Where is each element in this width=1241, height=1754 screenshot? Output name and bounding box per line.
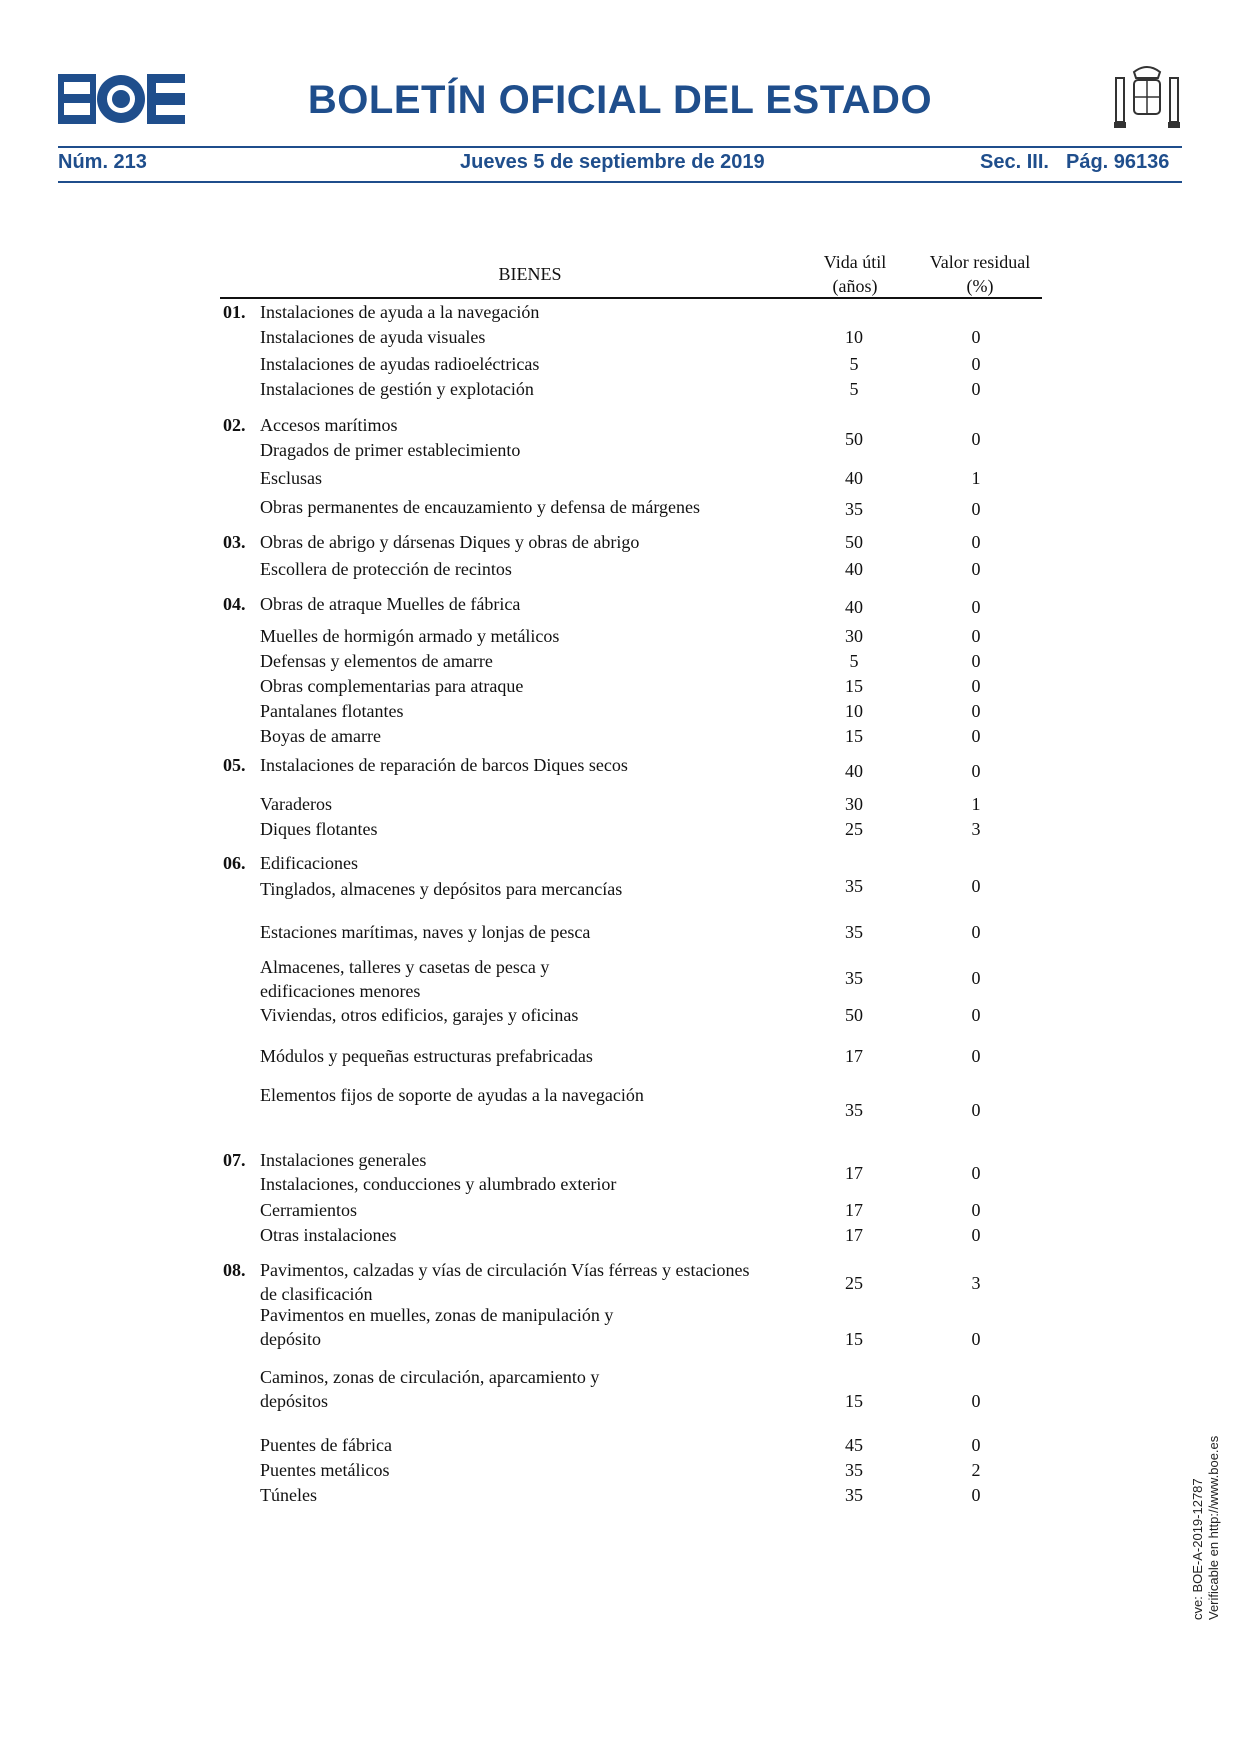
valor-value: 0 (971, 626, 981, 646)
verification-note (1190, 1436, 1222, 1620)
vida-value: 25 (845, 819, 863, 839)
section-label: Sec. III. (980, 151, 1049, 173)
vida-value: 15 (845, 676, 863, 696)
category-number: 06. (223, 853, 246, 873)
row-text: Otras instalaciones (260, 1225, 397, 1245)
category-number: 03. (223, 532, 246, 552)
row-text: Caminos, zonas de circulación, aparcamiento y (260, 1367, 600, 1387)
row-text: Pavimentos en muelles, zonas de manipulación y (260, 1305, 614, 1325)
valor-value: 0 (971, 532, 981, 552)
category-title: Edificaciones (260, 853, 358, 873)
vida-value: 17 (845, 1163, 863, 1183)
valor-value: 0 (971, 676, 981, 696)
vida-value: 15 (845, 726, 863, 746)
valor-value: 1 (971, 794, 981, 814)
page-title: BOLETÍN OFICIAL DEL ESTADO (307, 78, 933, 122)
valor-value: 0 (971, 761, 981, 781)
valor-value: 0 (971, 651, 981, 671)
row-text: Módulos y pequeñas estructuras prefabricadas (260, 1046, 593, 1066)
row-text: Puentes metálicos (260, 1460, 390, 1480)
valor-value: 0 (971, 429, 981, 449)
valor-value: 0 (971, 922, 981, 942)
row-text: Instalaciones de ayudas radioeléctricas (260, 354, 540, 374)
category-title: Pavimentos, calzadas y vías de circulación Vías férreas y estaciones (260, 1260, 750, 1280)
row-text: depósitos (260, 1391, 329, 1411)
category-number: 04. (223, 594, 246, 614)
vida-value: 40 (845, 468, 863, 488)
vida-value: 35 (845, 968, 863, 988)
vida-value: 50 (845, 532, 863, 552)
page-number: Pág. 96136 (1066, 151, 1170, 173)
row-text: Puentes de fábrica (260, 1435, 392, 1455)
row-text: Pantalanes flotantes (260, 701, 404, 721)
category-title: Instalaciones de ayuda a la navegación (260, 302, 540, 322)
vida-value: 10 (845, 701, 863, 721)
row-text: edificaciones menores (260, 981, 421, 1001)
row-text: Elementos fijos de soporte de ayudas a la navegación (260, 1085, 644, 1105)
valor-value: 0 (971, 1046, 981, 1066)
valor-value: 0 (971, 726, 981, 746)
row-text: Tinglados, almacenes y depósitos para mercancías (260, 879, 623, 899)
valor-value: 1 (971, 468, 981, 488)
category-number: 02. (223, 415, 246, 435)
column-header-vida (800, 250, 910, 298)
category-title: Accesos marítimos (260, 415, 398, 435)
valor-value: 0 (971, 1391, 981, 1411)
category-title: Instalaciones generales (260, 1150, 427, 1170)
row-text: Esclusas (260, 468, 322, 488)
valor-value: 0 (971, 1435, 981, 1455)
valor-value: 0 (971, 559, 981, 579)
valor-value: 0 (971, 968, 981, 988)
vida-value: 35 (845, 1100, 863, 1120)
vida-value: 17 (845, 1225, 863, 1245)
vida-value: 40 (845, 559, 863, 579)
vida-value: 15 (845, 1391, 863, 1411)
vida-value: 50 (845, 1005, 863, 1025)
verification-url[interactable]: Verificable en http://www.boe.es (1206, 1435, 1221, 1620)
vida-value: 40 (845, 761, 863, 781)
valor-value: 3 (971, 1273, 981, 1293)
valor-value: 0 (971, 1163, 981, 1183)
column-header-bienes: BIENES (498, 264, 562, 284)
issue-number: Núm. 213 (58, 151, 147, 173)
vida-value: 15 (845, 1329, 863, 1349)
valor-value: 0 (971, 1005, 981, 1025)
row-text: Varaderos (260, 794, 332, 814)
header-rule-bottom (58, 181, 1182, 183)
vida-value: 30 (845, 626, 863, 646)
issue-date: Jueves 5 de septiembre de 2019 (460, 151, 765, 173)
row-text: Instalaciones de ayuda visuales (260, 327, 486, 347)
vida-value: 35 (845, 499, 863, 519)
vida-value: 10 (845, 327, 863, 347)
vida-value: 5 (849, 379, 859, 399)
row-text: Túneles (260, 1485, 317, 1505)
vida-value: 45 (845, 1435, 863, 1455)
valor-value: 0 (971, 1100, 981, 1120)
header-rule-top (58, 146, 1182, 148)
vida-value: 35 (845, 1485, 863, 1505)
vida-value: 35 (845, 876, 863, 896)
row-text: Dragados de primer establecimiento (260, 440, 521, 460)
valor-value: 0 (971, 701, 981, 721)
valor-value: 0 (971, 1329, 981, 1349)
vida-value: 35 (845, 922, 863, 942)
vida-value: 30 (845, 794, 863, 814)
vida-value: 35 (845, 1460, 863, 1480)
boe-logo (58, 74, 185, 124)
valor-value: 0 (971, 379, 981, 399)
row-text: de clasificación (260, 1284, 373, 1304)
column-header-valor-line2: (%) (966, 276, 994, 296)
column-header-valor (910, 250, 1050, 298)
cve-code: cve: BOE-A-2019-12787 (1190, 1478, 1205, 1620)
valor-value: 2 (971, 1460, 981, 1480)
vida-value: 5 (849, 354, 859, 374)
row-text: Obras complementarias para atraque (260, 676, 524, 696)
valor-value: 0 (971, 876, 981, 896)
table-header-rule (220, 297, 1042, 299)
category-number: 05. (223, 755, 246, 775)
category-number: 01. (223, 302, 246, 322)
valor-value: 0 (971, 1200, 981, 1220)
vida-value: 25 (845, 1273, 863, 1293)
category-number: 08. (223, 1260, 246, 1280)
valor-value: 3 (971, 819, 981, 839)
vida-value: 40 (845, 597, 863, 617)
vida-value: 5 (849, 651, 859, 671)
column-header-vida-line2: (años) (832, 276, 878, 296)
row-text: Escollera de protección de recintos (260, 559, 512, 579)
coat-of-arms-icon (1112, 62, 1182, 134)
vida-value: 17 (845, 1046, 863, 1066)
vida-value: 50 (845, 429, 863, 449)
row-text: Diques flotantes (260, 819, 378, 839)
row-text: Muelles de hormigón armado y metálicos (260, 626, 560, 646)
row-text: Obras permanentes de encauzamiento y defensa de márgenes (260, 497, 700, 517)
row-text: depósito (260, 1329, 321, 1349)
valor-value: 0 (971, 327, 981, 347)
category-title: Obras de abrigo y dársenas Diques y obras de abrigo (260, 532, 640, 552)
row-text: Cerramientos (260, 1200, 357, 1220)
valor-value: 0 (971, 1485, 981, 1505)
valor-value: 0 (971, 1225, 981, 1245)
category-title: Obras de atraque Muelles de fábrica (260, 594, 521, 614)
valor-value: 0 (971, 499, 981, 519)
column-header-vida-line1: Vida útil (823, 252, 887, 272)
row-text: Estaciones marítimas, naves y lonjas de pesca (260, 922, 591, 942)
column-header-valor-line1: Valor residual (929, 252, 1031, 272)
valor-value: 0 (971, 354, 981, 374)
row-text: Viviendas, otros edificios, garajes y oficinas (260, 1005, 579, 1025)
row-text: Almacenes, talleres y casetas de pesca y (260, 957, 550, 977)
category-title: Instalaciones de reparación de barcos Diques secos (260, 755, 628, 775)
category-number: 07. (223, 1150, 246, 1170)
valor-value: 0 (971, 597, 981, 617)
row-text: Instalaciones de gestión y explotación (260, 379, 534, 399)
row-text: Boyas de amarre (260, 726, 381, 746)
vida-value: 17 (845, 1200, 863, 1220)
row-text: Defensas y elementos de amarre (260, 651, 493, 671)
row-text: Instalaciones, conducciones y alumbrado exterior (260, 1174, 617, 1194)
